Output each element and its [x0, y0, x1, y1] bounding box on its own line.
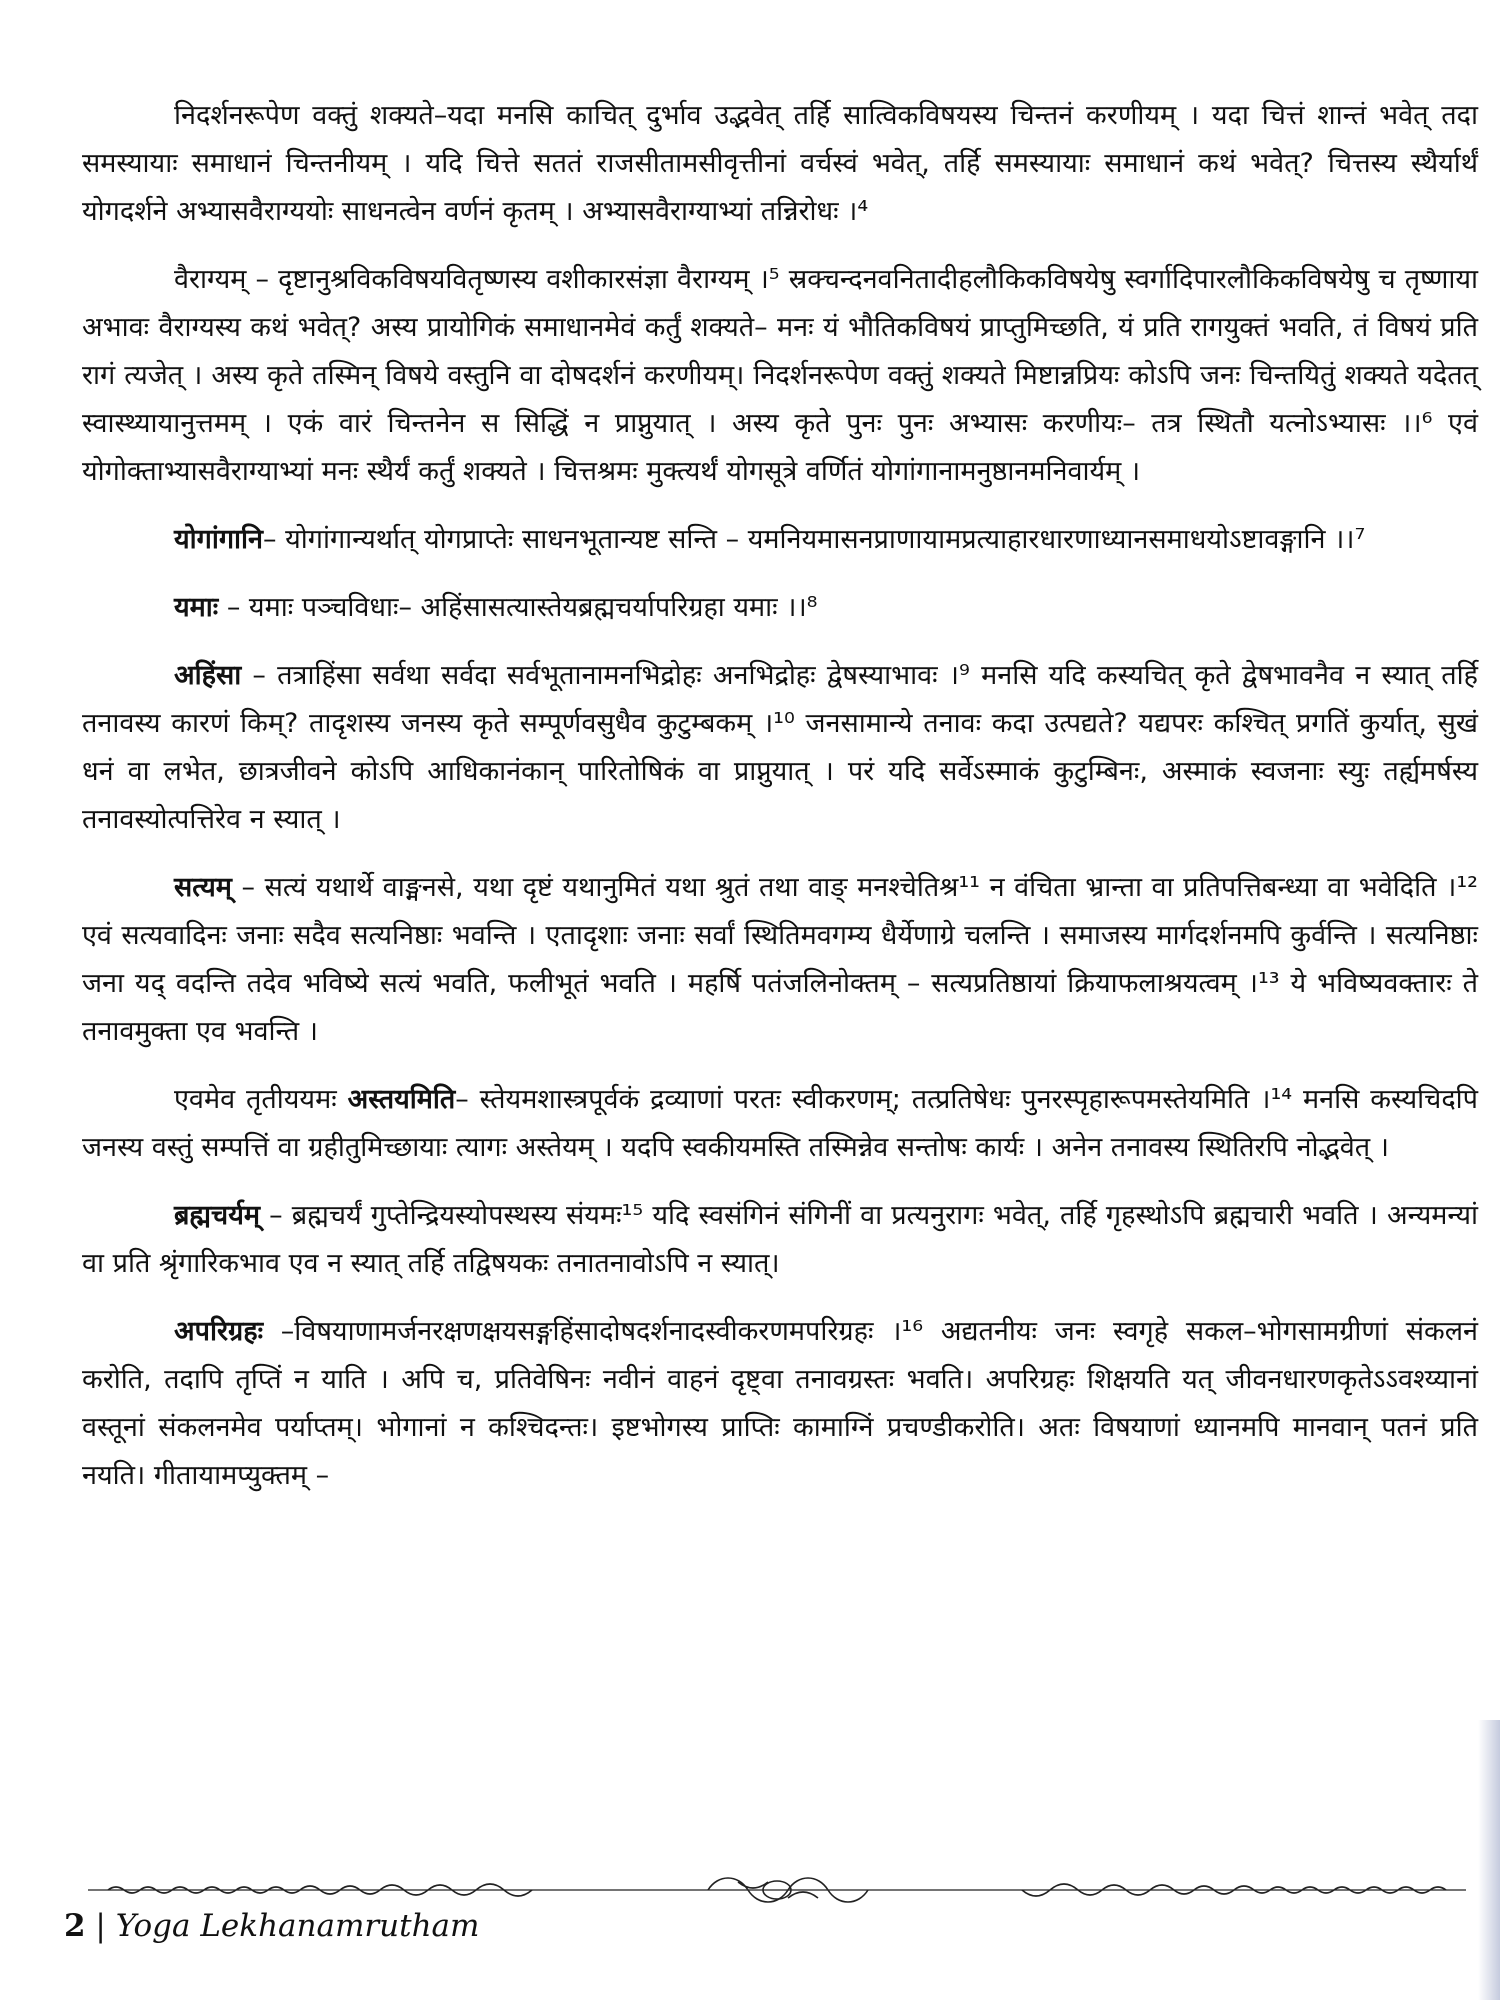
term-aparigraha: अपरिग्रहः	[174, 1316, 264, 1347]
term-ahimsa: अहिंसा	[174, 660, 242, 691]
term-yama: यमाः	[174, 592, 219, 623]
paragraph-yama: यमाः – यमाः पञ्चविधाः– अहिंसासत्यास्तेयब्रह्मचर्यापरिग्रहा यमाः ।।⁸	[174, 592, 818, 623]
paragraph-asteya: एवमेव तृतीययमः अस्तयमिति– स्तेयमशास्त्रपूर्वकं द्रव्याणां परतः स्वीकरणम्; तत्प्रतिषेधः पुनरस्पृहारूपमस्तेयमिति ।¹⁴ मनसि कस्यचिदपि जनस्य वस्तुं सम्पत्तिं वा ग्रहीतुमिच्छायाः त्यागः अस्तेयम् । यदपि स्वकीयमस्ति तस्मिन्नेव सन्तोषः कार्यः । अनेन तनावस्य स्थितिरपि नोद्भवेत् ।	[82, 1084, 1478, 1163]
paragraph-ahimsa: अहिंसा – तत्राहिंसा सर्वथा सर्वदा सर्वभूतानामनभिद्रोहः अनभिद्रोहः द्वेषस्याभावः ।⁹ मनसि यदि कस्यचित् कृते द्वेषभावनैव न स्यात् तर्हि तनावस्य कारणं किम्? तादृशस्य जनस्य कृते सम्पूर्णवसुधैव कुटुम्बकम् ।¹⁰ जनसामान्ये तनावः कदा उत्पद्यते? यद्यपरः कश्चित् प्रगतिं कुर्यात्, सुखं धनं वा लभेत, छात्रजीवने कोऽपि आधिकानंकान् पारितोषिकं वा प्राप्नुयात् । परं यदि सर्वेऽस्माकं कुटुम्बिनः, अस्माकं स्वजनाः स्युः तर्ह्यमर्षस्य तनावस्योत्पत्तिरेव न स्यात् ।	[82, 660, 1478, 835]
term-satyam: सत्यम्	[174, 872, 232, 903]
paragraph-brahmacharya: ब्रह्मचर्यम् – ब्रह्मचर्यं गुप्तेन्द्रियस्योपस्थस्य संयमः¹⁵ यदि स्वसंगिनं संगिनीं वा प्रत्यनुरागः भवेत्, तर्हि गृहस्थोऽपि ब्रह्मचारी भवति । अन्यमन्यां वा प्रति श्रृंगारिकभाव एव न स्यात् तर्हि तद्विषयकः तनातनावोऽपि न स्यात्।	[82, 1200, 1478, 1279]
page-body	[82, 92, 1478, 1520]
paragraph-illustration: निदर्शनरूपेण वक्तुं शक्यते–यदा मनसि काचित् दुर्भाव उद्भवेत् तर्हि सात्विकविषयस्य चिन्तनं करणीयम् । यदा चित्तं शान्तं भवेत् तदा समस्यायाः समाधानं चिन्तनीयम् । यदि चित्ते सततं राजसीतामसीवृत्तीनां वर्चस्वं भवेत्, तर्हि समस्यायाः समाधानं कथं भवेत्? चित्तस्य स्थैर्यार्थं योगदर्शने अभ्यासवैराग्ययोः साधनत्वेन वर्णनं कृतम् । अभ्यासवैराग्याभ्यां तन्निरोधः ।⁴	[82, 100, 1478, 227]
paragraph-vairagya: वैराग्यम् – दृष्टानुश्रविकविषयवितृष्णस्य वशीकारसंज्ञा वैराग्यम् ।⁵ स्रक्चन्दनवनितादीहलौकिकविषयेषु स्वर्गादिपारलौकिकविषयेषु च तृष्णाया अभावः वैराग्यस्य कथं भवेत्? अस्य प्रायोगिकं समाधानमेवं कर्तुं शक्यते– मनः यं भौतिकविषयं प्राप्तुमिच्छति, यं प्रति रागयुक्तं भवति, तं विषयं प्रति रागं त्यजेत् । अस्य कृते तस्मिन् विषये वस्तुनि वा दोषदर्शनं करणीयम्। निदर्शनरूपेण वक्तुं शक्यते मिष्टान्नप्रियः कोऽपि जनः चिन्तयितुं शक्यते यदेतत् स्वास्थ्यायानुत्तमम् । एकं वारं चिन्तनेन स सिद्धिं न प्राप्नुयात् । अस्य कृते पुनः पुनः अभ्यासः करणीयः– तत्र स्थितौ यत्नोऽभ्यासः ।।⁶ एवं योगोक्ताभ्यासवैराग्याभ्यां मनः स्थैर्यं कर्तुं शक्यते । चित्तश्रमः मुक्त्यर्थं योगसूत्रे वर्णितं योगांगानामनुष्ठानमनिवार्यम् ।	[82, 264, 1478, 487]
term-asteya: अस्तयमिति	[347, 1084, 456, 1115]
paragraph-satyam: सत्यम् – सत्यं यथार्थे वाङ्मनसे, यथा दृष्टं यथानुमितं यथा श्रुतं तथा वाङ् मनश्चेतिश्र¹¹ न वंचिता भ्रान्ता वा प्रतिपत्तिबन्ध्या वा भवेदिति ।¹² एवं सत्यवादिनः जनाः सदैव सत्यनिष्ठाः भवन्ति । एतादृशाः जनाः सर्वां स्थितिमवगम्य धैर्येणाग्रे चलन्ति । समाजस्य मार्गदर्शनमपि कुर्वन्ति । सत्यनिष्ठाः जना यद् वदन्ति तदेव भविष्ये सत्यं भवति, फलीभूतं भवति । महर्षि पतंजलिनोक्तम् – सत्यप्रतिष्ठायां क्रियाफलाश्रयत्वम् ।¹³ ये भविष्यवक्तारः ते तनावमुक्ता एव भवन्ति ।	[82, 872, 1478, 1047]
paragraph-yogangani: योगांगानि– योगांगान्यर्थात् योगप्राप्तेः साधनभूतान्यष्ट सन्ति – यमनियमासनप्राणायामप्रत्याहारधारणाध्यानसमाधयोऽष्टावङ्गानि ।।⁷	[174, 524, 1366, 555]
book-title: Yoga Lekhanamrutham	[115, 1908, 480, 1944]
page-number: 2	[64, 1908, 86, 1944]
footer-separator: |	[85, 1908, 116, 1944]
term-brahmacharya: ब्रह्मचर्यम्	[174, 1200, 260, 1231]
paragraph-aparigraha: अपरिग्रहः –विषयाणामर्जनरक्षणक्षयसङ्गहिंसादोषदर्शनादस्वीकरणमपरिग्रहः ।¹⁶ अद्यतनीयः जनः स्वगृहे सकल–भोगसामग्रीणां संकलनं करोति, तदापि तृप्तिं न याति । अपि च, प्रतिवेषिनः नवीनं वाहनं दृष्ट्वा तनावग्रस्तः भवति। अपरिग्रहः शिक्षयति यत् जीवनधारणकृतेऽऽवश्य्यानां वस्तूनां संकलनमेव पर्याप्तम्। भोगानां न कश्चिदन्तः। इष्टभोगस्य प्राप्तिः कामाग्निं प्रचण्डीकरोति। अतः विषयाणां ध्यानमपि मानवान् पतनं प्रति नयति। गीतायामप्युक्तम् –	[82, 1316, 1478, 1491]
scan-edge-shadow	[1478, 1720, 1500, 2000]
page-footer	[64, 1908, 479, 1944]
term-yogangani: योगांगानि	[174, 524, 264, 555]
ornamental-divider-icon	[88, 1872, 1466, 1908]
